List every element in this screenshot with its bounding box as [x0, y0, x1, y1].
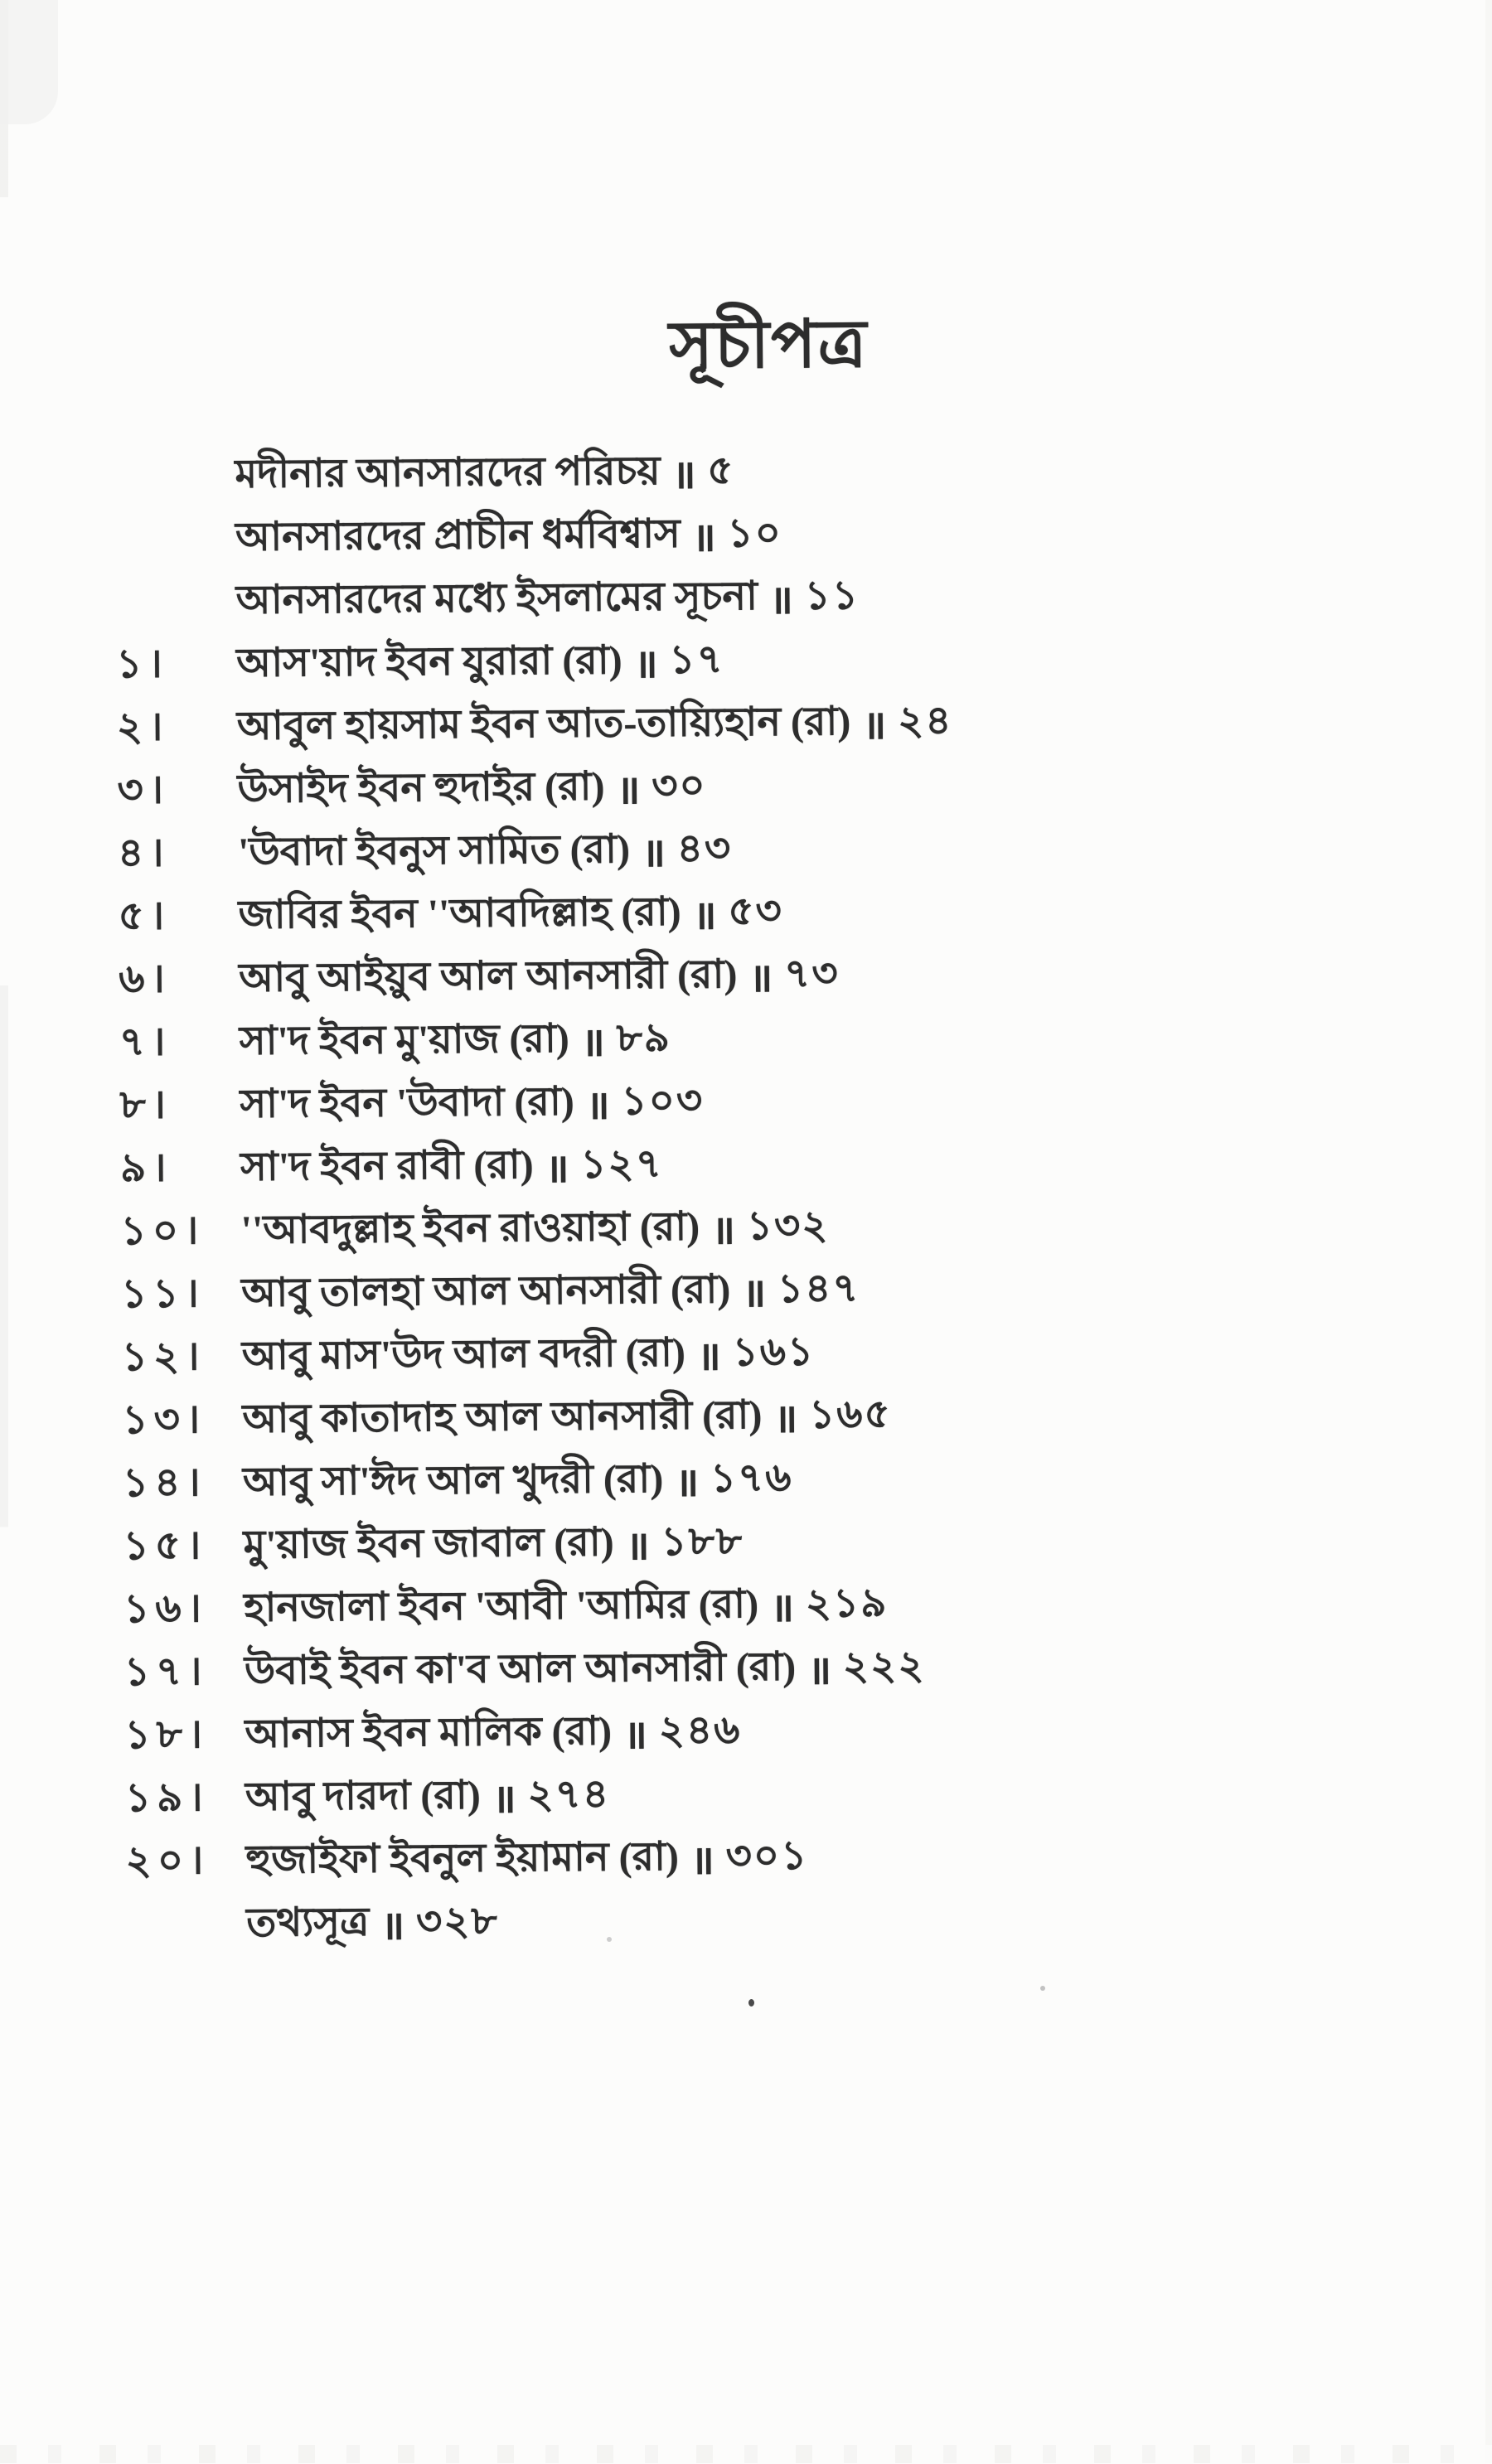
toc-row-title: আনসারদের প্রাচীন ধর্মবিশ্বাস — [235, 511, 681, 559]
toc-row-number: ৪। — [117, 830, 170, 875]
toc-row-number: ৭। — [119, 1019, 172, 1064]
toc-row-title: মদীনার আনসারদের পরিচয় — [235, 448, 661, 496]
toc-row — [123, 1510, 959, 1580]
toc-row-page: ১৬৫ — [808, 1392, 892, 1437]
toc-row — [121, 1258, 957, 1328]
toc-row-number: ১৬। — [124, 1585, 207, 1631]
toc-row — [125, 1762, 962, 1832]
toc-row-separator: ॥ — [545, 1146, 569, 1191]
toc-row-page: ১৪৭ — [777, 1266, 860, 1311]
toc-row-number — [126, 1925, 246, 1926]
toc-row-title: উসাইদ ইবন হুদাইর (রা) — [237, 764, 605, 811]
toc-row-number: ২। — [116, 704, 169, 749]
toc-row-number: ৮। — [119, 1082, 172, 1127]
toc-row-page: ২১৯ — [805, 1581, 889, 1626]
toc-row — [123, 1447, 959, 1517]
toc-row-page: ১০৩ — [621, 1078, 705, 1123]
toc-row — [115, 565, 952, 635]
toc-row-title: আবু আইয়ুব আল আনসারী (রা) — [239, 951, 738, 1000]
toc-row-title: হুজাইফা ইবনুল ইয়ামান (রা) — [245, 1834, 680, 1882]
toc-row-separator: ॥ — [769, 1585, 795, 1630]
toc-row-title: সা'দ ইবন 'উবাদা (রা) — [240, 1079, 574, 1126]
toc-row-title: সা'দ ইবন রাবী (রা) — [240, 1142, 534, 1189]
toc-row-page: ৭৩ — [783, 951, 840, 996]
toc-row-separator: ॥ — [710, 1208, 736, 1253]
toc-row — [118, 880, 954, 950]
toc-row — [118, 817, 954, 887]
toc-row-separator: ॥ — [748, 956, 773, 1000]
toc-row-page: ১৮৮ — [661, 1518, 744, 1564]
toc-row-page: ৪৩ — [676, 825, 733, 871]
toc-row-title: আবু কাতাদাহ আল আনসারী (রা) — [242, 1392, 763, 1441]
toc-row-page: ৩০ — [652, 763, 707, 808]
toc-row-title: আবু তালহা আল আনসারী (রা) — [241, 1266, 731, 1315]
toc-row — [119, 1069, 956, 1139]
toc-row-page: ১৩২ — [746, 1203, 830, 1248]
toc-row-number: ১৭। — [124, 1648, 208, 1694]
toc-row-separator: ॥ — [380, 1903, 405, 1948]
toc-list — [114, 439, 962, 1958]
toc-row-title: আবু সা'ঈদ আল খুদরী (রা) — [242, 1456, 664, 1504]
toc-row-separator: ॥ — [862, 703, 887, 748]
toc-row-separator: ॥ — [641, 830, 666, 875]
toc-row-separator: ॥ — [807, 1648, 832, 1693]
toc-row-number: ১। — [116, 641, 168, 686]
toc-row-title: আনাস ইবন মালিক (রা) — [245, 1708, 613, 1756]
toc-row — [126, 1888, 962, 1958]
toc-row-separator: ॥ — [690, 1838, 715, 1883]
page-title: সূচীপত্র — [668, 308, 869, 383]
toc-row-separator: ॥ — [616, 767, 641, 812]
toc-row-number: ৬। — [119, 956, 171, 1001]
toc-row-number: ১১। — [121, 1271, 205, 1316]
toc-row-separator: ॥ — [625, 1523, 650, 1568]
toc-row-page: ৮৯ — [616, 1015, 672, 1060]
toc-row-title: জাবির ইবন ''আবদিল্লাহ (রা) — [238, 889, 681, 937]
toc-row-title: তথ্যসূত্র — [246, 1900, 370, 1945]
toc-row-separator: ॥ — [622, 1712, 647, 1757]
toc-row — [115, 502, 952, 572]
toc-row — [125, 1825, 962, 1895]
toc-row-page: ২২২ — [842, 1643, 926, 1688]
toc-row-page: ৫ — [707, 448, 735, 493]
toc-row-title: 'উবাদা ইবনুস সামিত (রা) — [237, 826, 631, 874]
toc-row — [120, 1132, 957, 1202]
toc-row-title: মু'য়াজ ইবন জাবাল (রা) — [243, 1519, 614, 1567]
toc-row-page: ২৭৪ — [527, 1772, 611, 1817]
toc-row-number: ৫। — [118, 893, 171, 938]
toc-row — [119, 943, 955, 1013]
toc-row-separator: ॥ — [768, 578, 793, 622]
toc-row-number: ১৮। — [124, 1711, 209, 1757]
toc-row-title: আবু মাস'উদ আল বদরী (রা) — [241, 1330, 686, 1378]
toc-row-title: উবাই ইবন কা'ব আল আনসারী (রা) — [244, 1644, 797, 1693]
toc-row-title: আবুল হায়সাম ইবন আত-তায়্যিহান (রা) — [236, 699, 851, 748]
toc-row-number: ১৯। — [124, 1774, 209, 1820]
toc-row-separator: ॥ — [633, 641, 658, 686]
toc-row-separator: ॥ — [691, 515, 716, 560]
toc-row-page: ১৬১ — [732, 1329, 816, 1374]
toc-row-separator: ॥ — [580, 1020, 605, 1065]
toc-row-number: ১২। — [121, 1334, 206, 1379]
toc-row-number: ৯। — [119, 1145, 172, 1190]
toc-row-page: ২৪ — [897, 698, 953, 743]
toc-row-page: ৩২৮ — [415, 1899, 499, 1944]
toc-row — [120, 1195, 957, 1265]
toc-row-separator: ॥ — [671, 453, 696, 497]
toc-row-number: ১৩। — [122, 1397, 206, 1442]
toc-row-title: ''আবদুল্লাহ ইবন রাওয়াহা (রা) — [240, 1204, 700, 1252]
toc-row-number: ৩। — [117, 767, 170, 812]
toc-row-page: ১৭ — [669, 637, 724, 682]
toc-row — [117, 691, 953, 761]
toc-row-page: ৩০১ — [725, 1833, 809, 1878]
toc-row-separator: ॥ — [492, 1776, 516, 1822]
toc-row-page: ৫৩ — [728, 888, 783, 933]
toc-row-number: ১৪। — [122, 1460, 206, 1505]
toc-row-separator: ॥ — [585, 1082, 610, 1128]
toc-row — [117, 754, 953, 824]
toc-row-title: আস'য়াদ ইবন যুরারা (রা) — [236, 637, 622, 685]
toc-row — [124, 1699, 961, 1769]
toc-row — [116, 628, 952, 698]
toc-row-page: ১৭৬ — [710, 1455, 793, 1501]
toc-row-separator: ॥ — [696, 1334, 721, 1379]
toc-row-separator: ॥ — [742, 1271, 767, 1315]
toc-row — [122, 1384, 958, 1454]
toc-row-number: ১৫। — [123, 1522, 207, 1568]
toc-row-page: ১০ — [727, 511, 783, 555]
toc-row-separator: ॥ — [692, 893, 717, 938]
toc-row-title: সা'দ ইবন মু'য়াজ (রা) — [239, 1016, 570, 1063]
toc-row-number: ২০। — [125, 1837, 210, 1883]
toc-row-title: আবু দারদা (রা) — [245, 1773, 481, 1819]
toc-row — [124, 1573, 960, 1643]
toc-row — [119, 1006, 956, 1076]
toc-row-separator: ॥ — [773, 1397, 798, 1441]
toc-row-separator: ॥ — [675, 1460, 700, 1505]
toc-row-title: আনসারদের মধ্যে ইসলামের সূচনা — [235, 574, 758, 622]
toc-row — [124, 1636, 961, 1706]
toc-row-page: ১২৭ — [580, 1141, 664, 1187]
toc-row-number: ১০। — [120, 1208, 205, 1253]
toc-row — [122, 1321, 958, 1391]
toc-row-title: হানজালা ইবন 'আবী 'আমির (রা) — [244, 1581, 759, 1630]
toc-row-page: ১১ — [804, 573, 860, 618]
toc-row-page: ২৪৬ — [658, 1707, 742, 1753]
toc-row — [114, 439, 951, 509]
